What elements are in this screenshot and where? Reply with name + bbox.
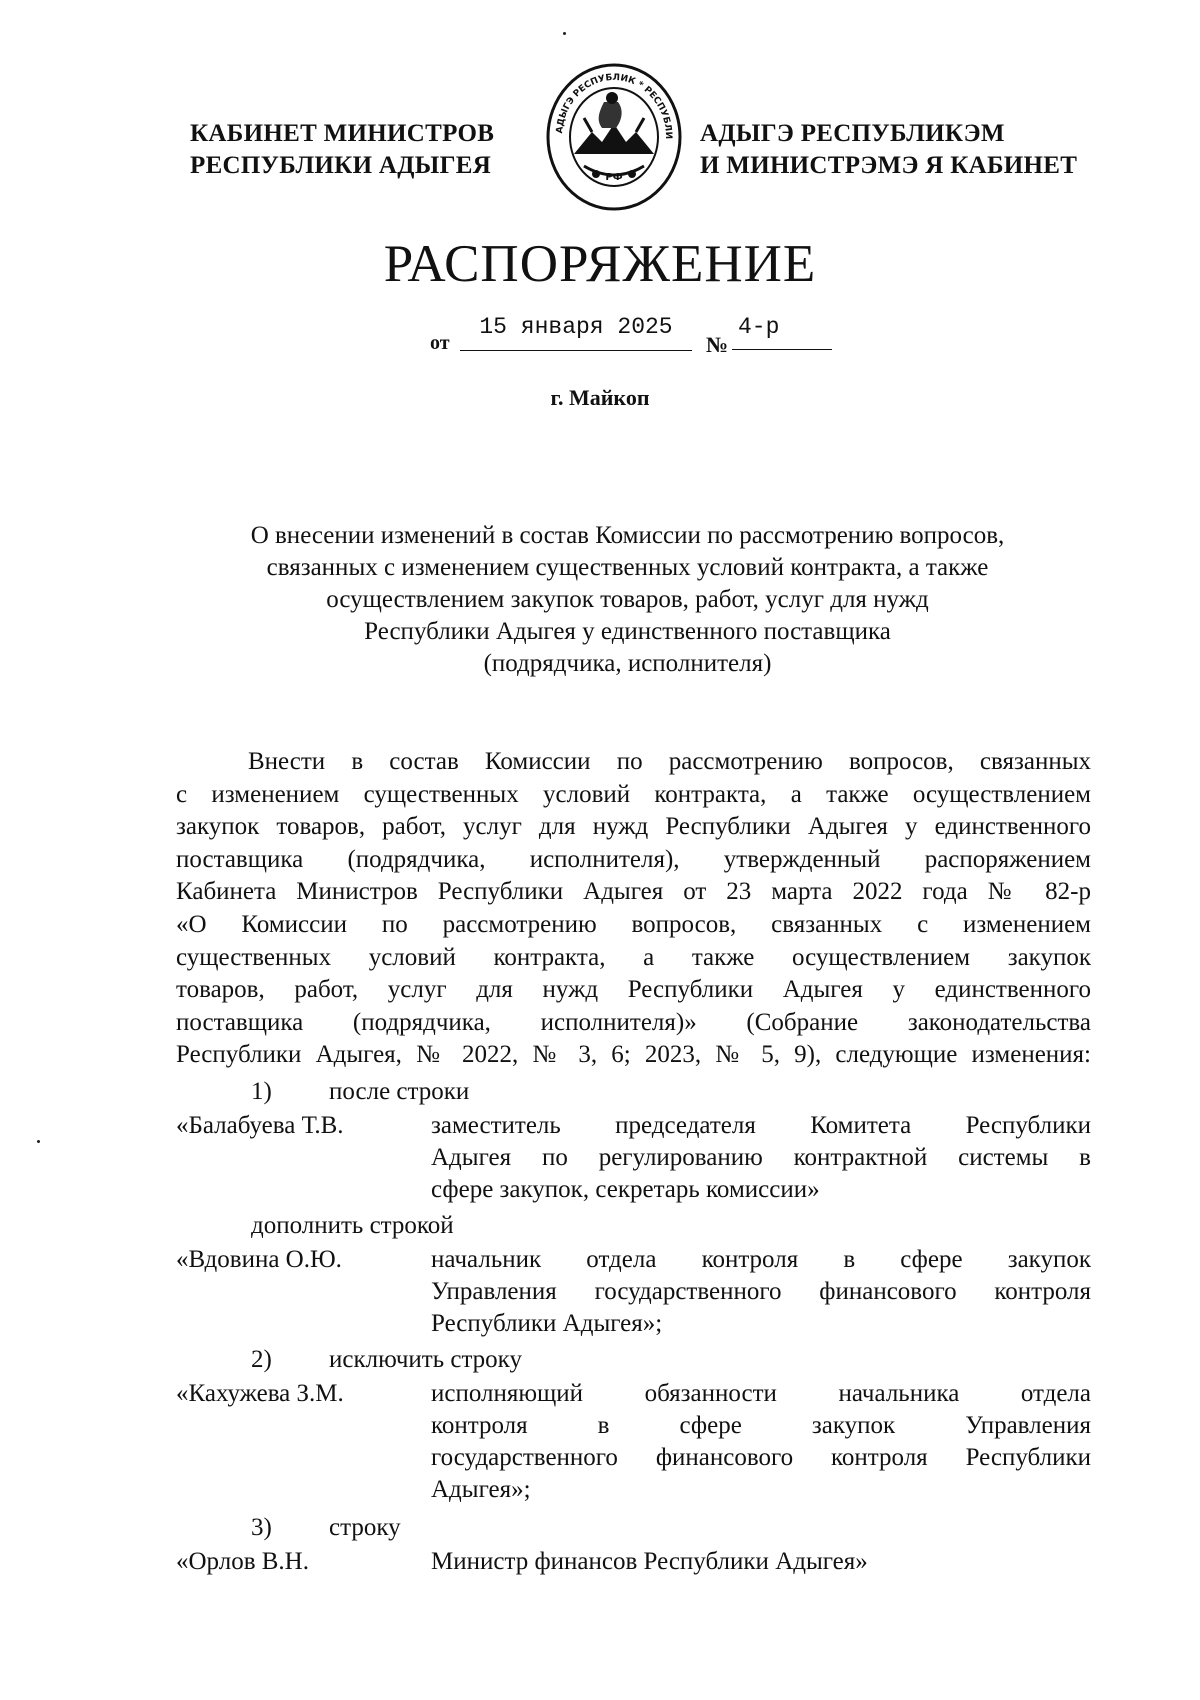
member-name: «Орлов В.Н. — [176, 1548, 309, 1575]
subject-line: Республики Адыгея у единственного поставщика — [364, 618, 891, 645]
body-line: Внести в состав Комиссии по рассмотрению вопросов, связанных — [248, 748, 1091, 775]
body-paragraph — [176, 746, 1091, 1072]
list-item-text: после строки — [329, 1078, 470, 1105]
document-number: 4-р — [732, 310, 832, 350]
emblem-bottom-text: РФ — [605, 172, 623, 183]
member-position-line: государственного финансового контроля Республики — [431, 1444, 1091, 1471]
body-line: существенных условий контракта, а также осуществлением закупок — [176, 943, 1091, 971]
document-date: 15 января 2025 — [460, 310, 692, 351]
emblem-seal — [544, 62, 684, 212]
body-line: поставщика (подрядчика, исполнителя)» (Собрание законодательства — [176, 1008, 1091, 1036]
body-line: Республики Адыгея, № 2022, № 3, 6; 2023, № 5, 9), следующие изменения: — [176, 1041, 1091, 1069]
member-position-line: Республики Адыгея»; — [431, 1310, 663, 1337]
member-position-line: Адыгея по регулированию контрактной системы в — [431, 1144, 1091, 1171]
list-item-number: 2) — [251, 1346, 272, 1373]
list-item-number: 1) — [251, 1078, 272, 1105]
member-position — [431, 1110, 1091, 1206]
scan-speck — [563, 32, 566, 35]
body-line: товаров, работ, услуг для нужд Республики Адыгея у единственного — [176, 976, 1091, 1004]
list-item-number: 3) — [251, 1514, 272, 1541]
date-number-line — [430, 310, 850, 360]
body-line: с изменением существенных условий контракта, а также осуществлением — [176, 780, 1091, 808]
body-line: закупок товаров, работ, услуг для нужд Республики Адыгея у единственного — [176, 813, 1091, 841]
member-position — [431, 1546, 1091, 1578]
emblem-ring-text: АДЫГЭ РЕСПУБЛИК * РЕСПУБЛИ — [555, 72, 674, 140]
subject-line: осуществлением закупок товаров, работ, услуг для нужд — [326, 586, 929, 613]
member-position-line: контроля в сфере закупок Управления — [431, 1412, 1091, 1439]
member-position-line: сфере закупок, секретарь комиссии» — [431, 1176, 820, 1203]
scan-speck — [37, 1140, 40, 1143]
member-position-line: Адыгея»; — [431, 1476, 531, 1503]
header-left — [190, 118, 494, 182]
add-line-label: дополнить строкой — [251, 1212, 454, 1239]
member-position — [431, 1378, 1091, 1506]
header-right-line1: АДЫГЭ РЕСПУБЛИКЭМ — [700, 120, 1005, 147]
member-position-line: исполняющий обязанности начальника отдела — [431, 1380, 1091, 1407]
member-position-line: Управления государственного финансового контроля — [431, 1278, 1091, 1305]
member-position-line: Министр финансов Республики Адыгея» — [431, 1548, 868, 1575]
document-title: РАСПОРЯЖЕНИЕ — [383, 235, 817, 293]
member-position-line: заместитель председателя Комитета Республики — [431, 1112, 1091, 1139]
list-item-text: исключить строку — [329, 1346, 522, 1373]
document-subject — [180, 520, 1075, 680]
list-item-text: строку — [329, 1514, 401, 1541]
header-right — [700, 118, 1077, 182]
city-label: г. Майкоп — [550, 385, 650, 410]
date-prefix-label: от — [430, 332, 450, 354]
header-right-line2: И МИНИСТРЭМЭ Я КАБИНЕТ — [700, 152, 1078, 179]
subject-line: связанных с изменением существенных условий контракта, а также — [266, 554, 989, 581]
number-sign-label: № — [706, 332, 729, 357]
member-name: «Кахужева З.М. — [176, 1380, 344, 1407]
body-line: поставщика (подрядчика, исполнителя), утвержденный распоряжением — [176, 845, 1091, 873]
coat-of-arms-icon — [544, 62, 684, 212]
subject-line: О внесении изменений в состав Комиссии по рассмотрению вопросов, — [250, 522, 1005, 549]
member-name: «Балабуева Т.В. — [176, 1112, 344, 1139]
header-left-line2: РЕСПУБЛИКИ АДЫГЕЯ — [190, 152, 492, 179]
body-line: «О Комиссии по рассмотрению вопросов, связанных с изменением — [176, 910, 1091, 938]
header-left-line1: КАБИНЕТ МИНИСТРОВ — [190, 120, 495, 147]
body-line: Кабинета Министров Республики Адыгея от 23 марта 2022 года № 82-р — [176, 878, 1091, 906]
subject-line: (подрядчика, исполнителя) — [483, 650, 772, 677]
member-position-line: начальник отдела контроля в сфере закупок — [431, 1246, 1091, 1273]
member-position — [431, 1244, 1091, 1340]
member-name: «Вдовина О.Ю. — [176, 1246, 342, 1273]
